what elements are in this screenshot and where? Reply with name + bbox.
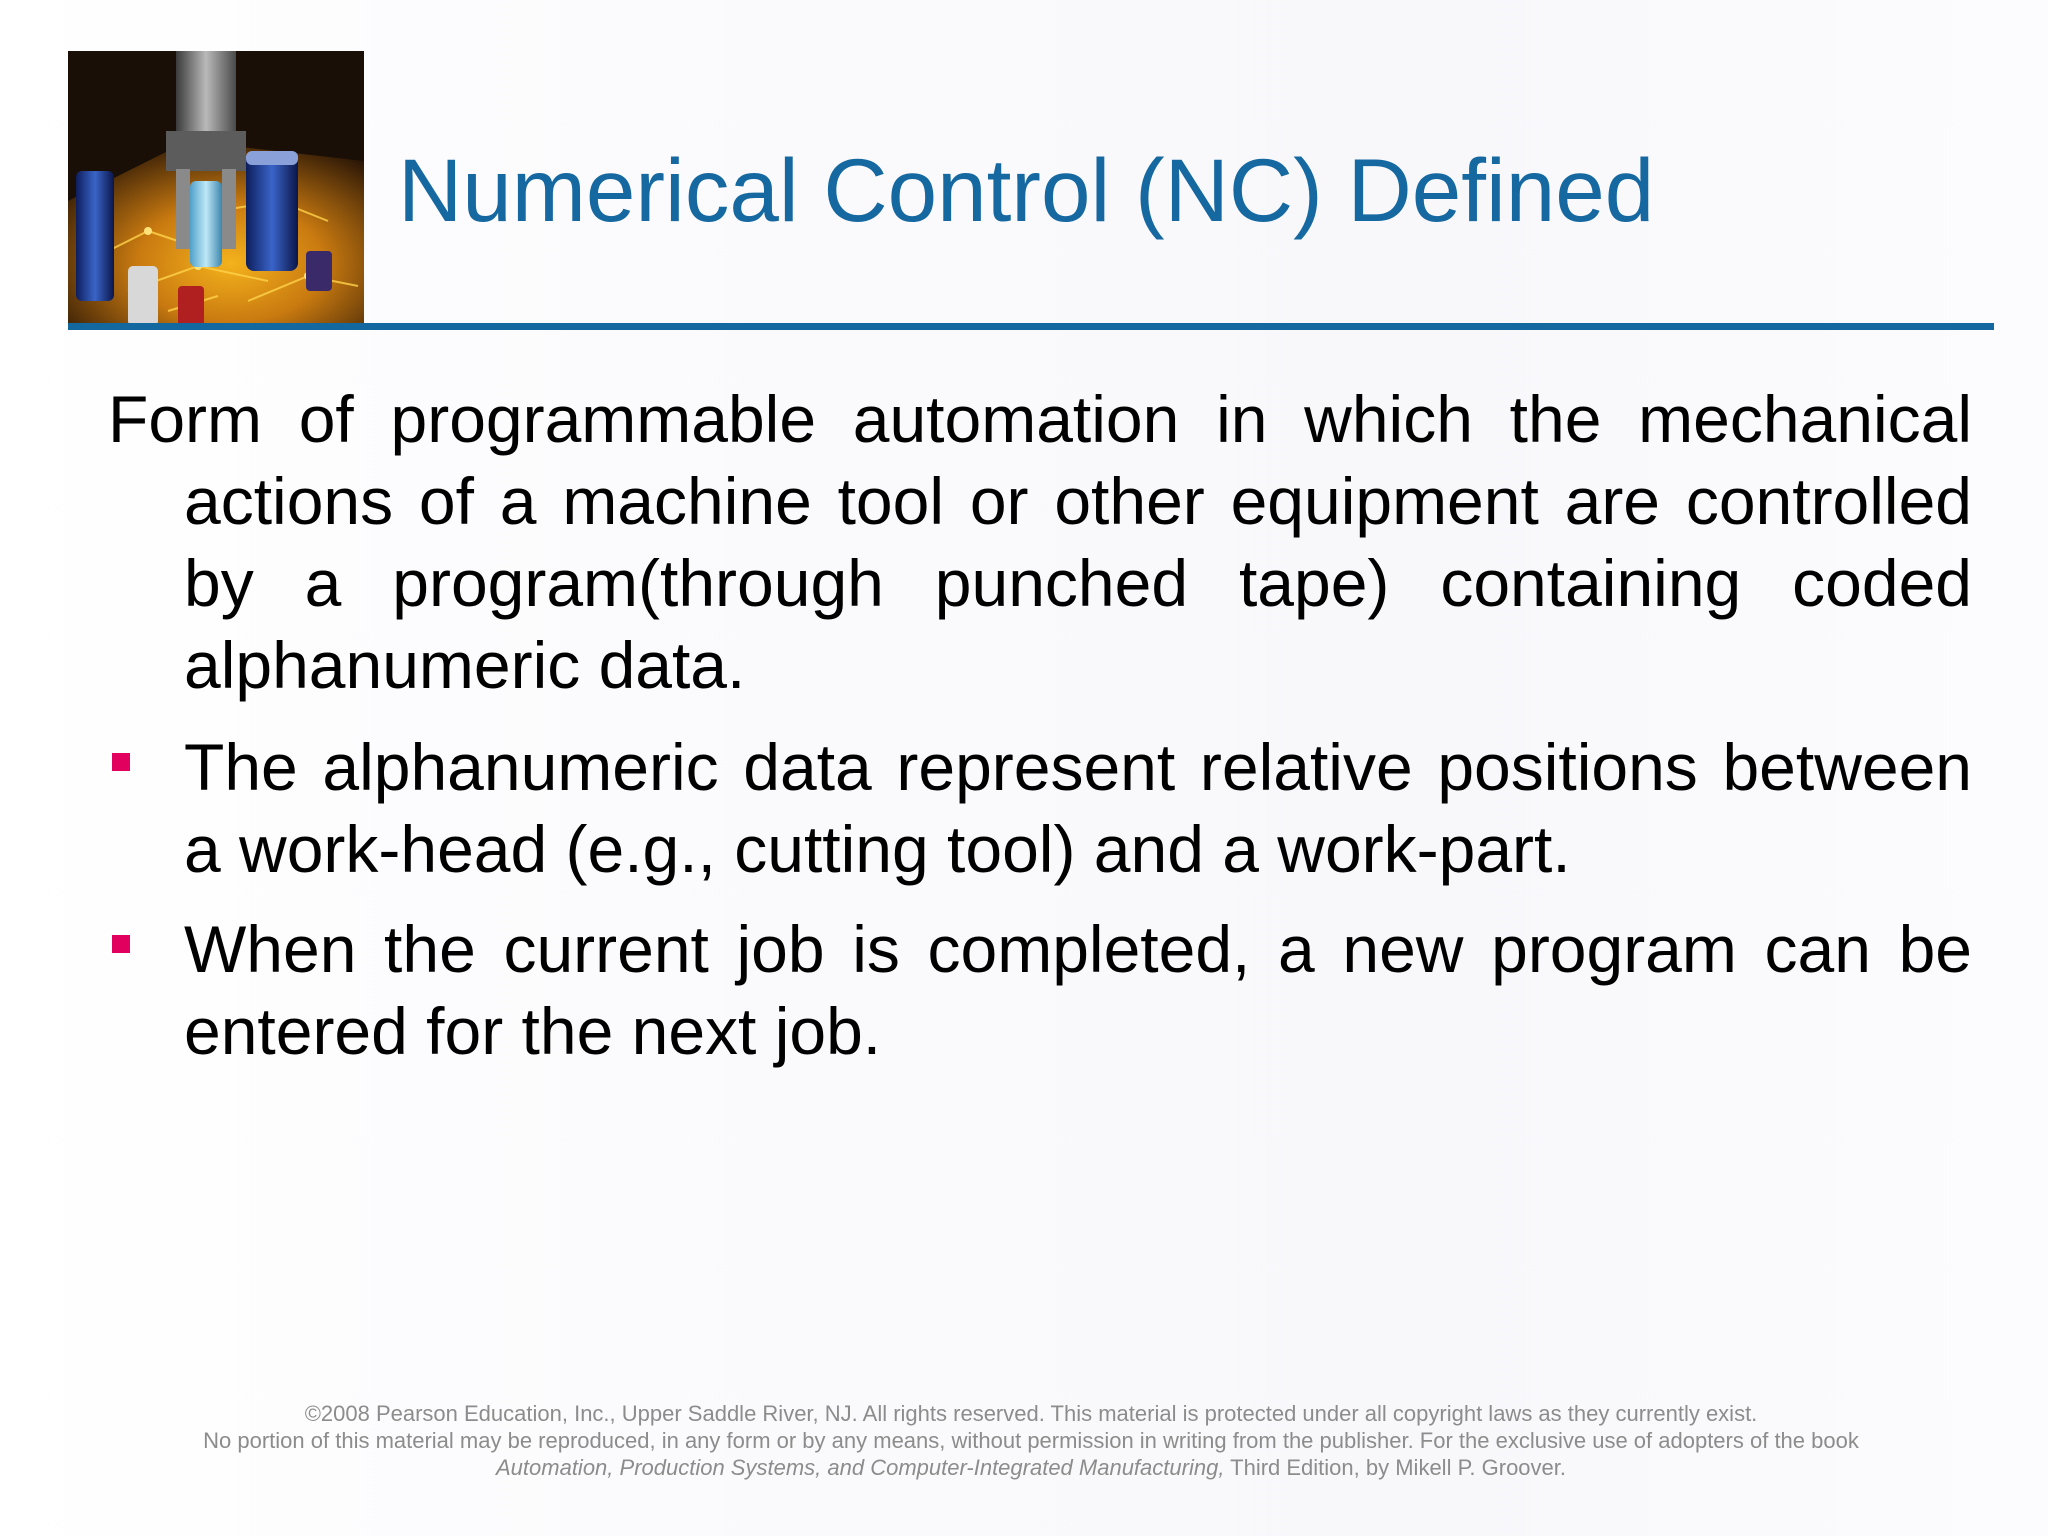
title-divider [68,323,1994,330]
slide-body [108,378,1972,1072]
bullet-item [108,726,1972,890]
header-photo [68,51,364,329]
definition-paragraph: Form of programmable automation in which the mechanical actions of a machine tool or other equipment are controlled by a program(through punched tape) containing coded alphanumeric data. [108,382,1972,702]
slide-title: Numerical Control (NC) Defined [398,140,1655,240]
bullet-text: The alphanumeric data represent relative positions between a work-head (e.g., cutting tool) and a work-part. [184,730,1972,886]
bullet-text: When the current job is completed, a new program can be entered for the next job. [184,912,1972,1068]
book-edition-author: Third Edition, by Mikell P. Groover. [1224,1455,1566,1480]
bullet-square-icon [112,935,130,953]
bullet-item [108,908,1972,1072]
permission-line: No portion of this material may be reproduced, in any form or by any means, without permission in writing from the publisher. For the exclusive use of adopters of the book [203,1428,1859,1453]
book-title: Automation, Production Systems, and Computer-Integrated Manufacturing, [496,1455,1225,1480]
book-credit-line [68,1454,1994,1481]
copyright-footer [68,1400,1994,1481]
bullet-square-icon [112,753,130,771]
copyright-line: ©2008 Pearson Education, Inc., Upper Saddle River, NJ. All rights reserved. This material is protected under all copyright laws as they currently exist. [304,1401,1758,1426]
